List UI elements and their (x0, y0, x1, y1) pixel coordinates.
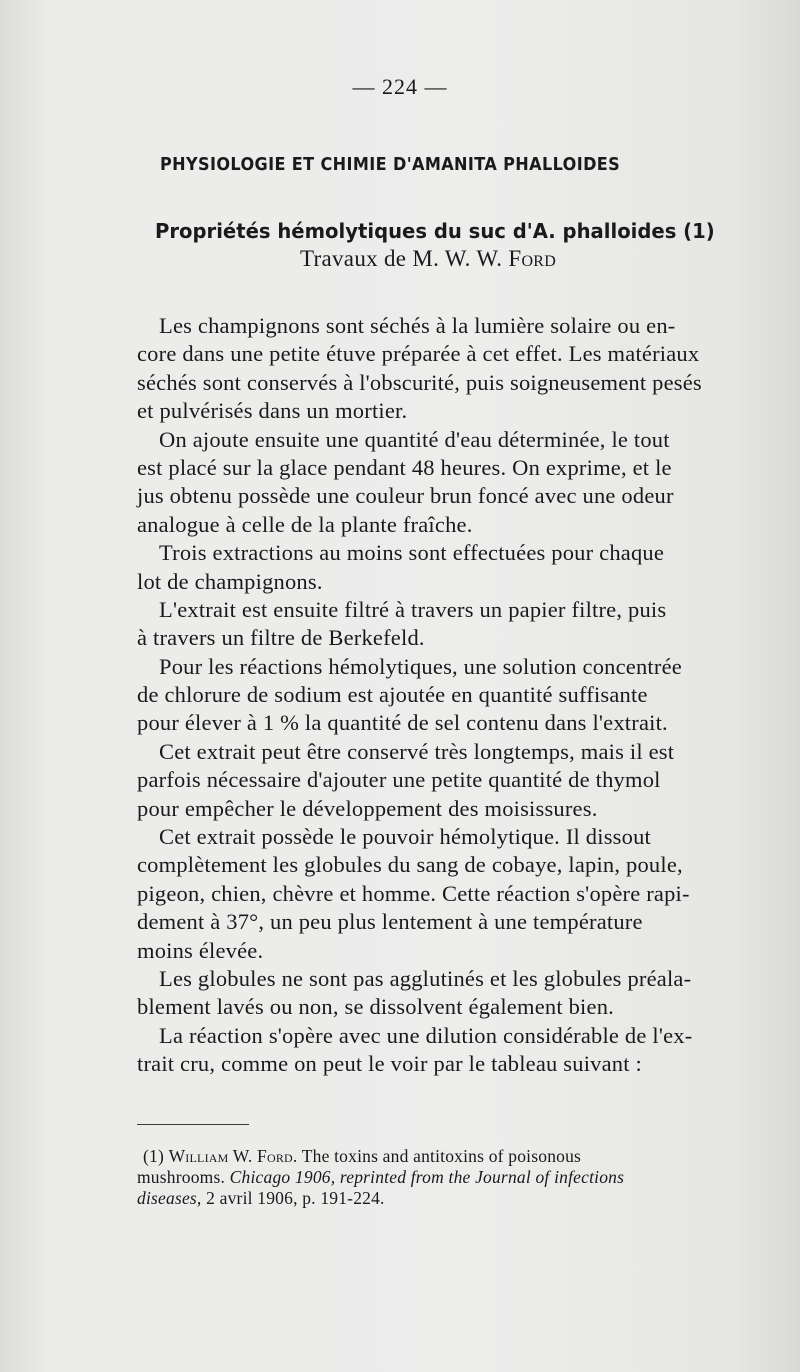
body-line: La réaction s'opère avec une dilution considérable de l'ex- (159, 1022, 693, 1048)
body-line: Trois extractions au moins sont effectuées pour chaque (159, 540, 665, 566)
article-subtitle: Propriétés hémolytiques du suc d'A. phalloides (1) (155, 219, 715, 243)
body-line: On ajoute ensuite une quantité d'eau déterminée, le tout (159, 426, 670, 452)
body-line: L'extrait est ensuite filtré à travers un papier filtre, puis (159, 596, 667, 622)
author-name: Ford (508, 246, 557, 271)
body-line: est placé sur la glace pendant 48 heures. On exprime, et le (137, 454, 672, 480)
author-line (300, 246, 556, 272)
body-line: pour empêcher le développement des moisissures. (137, 795, 598, 821)
section-title: PHYSIOLOGIE ET CHIMIE D'AMANITA PHALLOIDES (160, 155, 621, 175)
body-line: Les globules ne sont pas agglutinés et les globules préala- (159, 965, 692, 991)
body-line: moins élevée. (137, 937, 264, 963)
body-line: jus obtenu possède une couleur brun foncé avec une odeur (137, 483, 674, 509)
body-line: Cet extrait possède le pouvoir hémolytique. Il dissout (159, 824, 651, 850)
body-text (137, 312, 787, 1079)
body-line: pigeon, chien, chèvre et homme. Cette réaction s'opère rapi- (137, 880, 690, 906)
footnote-source: Chicago 1906, reprinted from the Journal of infections (229, 1167, 625, 1187)
body-line: à travers un filtre de Berkefeld. (137, 625, 425, 651)
footnote (137, 1146, 777, 1209)
footnote-line-3 (137, 1188, 777, 1209)
footnote-author: William W. Ford. (168, 1146, 298, 1166)
page-number: — 224 — (352, 74, 448, 99)
body-line: pour élever à 1 % la quantité de sel contenu dans l'extrait. (137, 710, 668, 736)
body-line: de chlorure de sodium est ajoutée en quantité suffisante (137, 682, 648, 708)
body-line: et pulvérisés dans un mortier. (137, 398, 408, 424)
body-line: complètement les globules du sang de cobaye, lapin, poule, (137, 852, 683, 878)
body-line: Pour les réactions hémolytiques, une solution concentrée (159, 653, 682, 679)
body-line: Cet extrait peut être conservé très longtemps, mais il est (159, 738, 675, 764)
footnote-separator (137, 1124, 249, 1125)
body-line: trait cru, comme on peut le voir par le tableau suivant : (137, 1051, 642, 1077)
body-line: parfois nécessaire d'ajouter une petite quantité de thymol (137, 767, 661, 793)
footnote-line-1 (137, 1146, 777, 1167)
footnote-title-end: mushrooms. (137, 1167, 226, 1187)
body-line: blement lavés ou non, se dissolvent également bien. (137, 994, 614, 1020)
footnote-date-pages: 2 avril 1906, p. 191-224. (206, 1188, 385, 1208)
body-line: analogue à celle de la plante fraîche. (137, 511, 473, 537)
body-line: dement à 37°, un peu plus lentement à une température (137, 909, 643, 935)
body-line: séchés sont conservés à l'obscurité, puis soigneusement pesés (137, 369, 702, 395)
body-line: lot de champignons. (137, 568, 323, 594)
footnote-title: The toxins and antitoxins of poisonous (301, 1146, 582, 1166)
footnote-line-2 (137, 1167, 777, 1188)
body-line: Les champignons sont séchés à la lumière solaire ou en- (159, 313, 676, 338)
body-line: core dans une petite étuve préparée à cet effet. Les matériaux (137, 341, 700, 367)
footnote-marker: (1) (143, 1146, 165, 1166)
footnote-source-end: diseases, (137, 1188, 202, 1208)
author-prefix: Travaux de M. W. W. (300, 246, 503, 271)
